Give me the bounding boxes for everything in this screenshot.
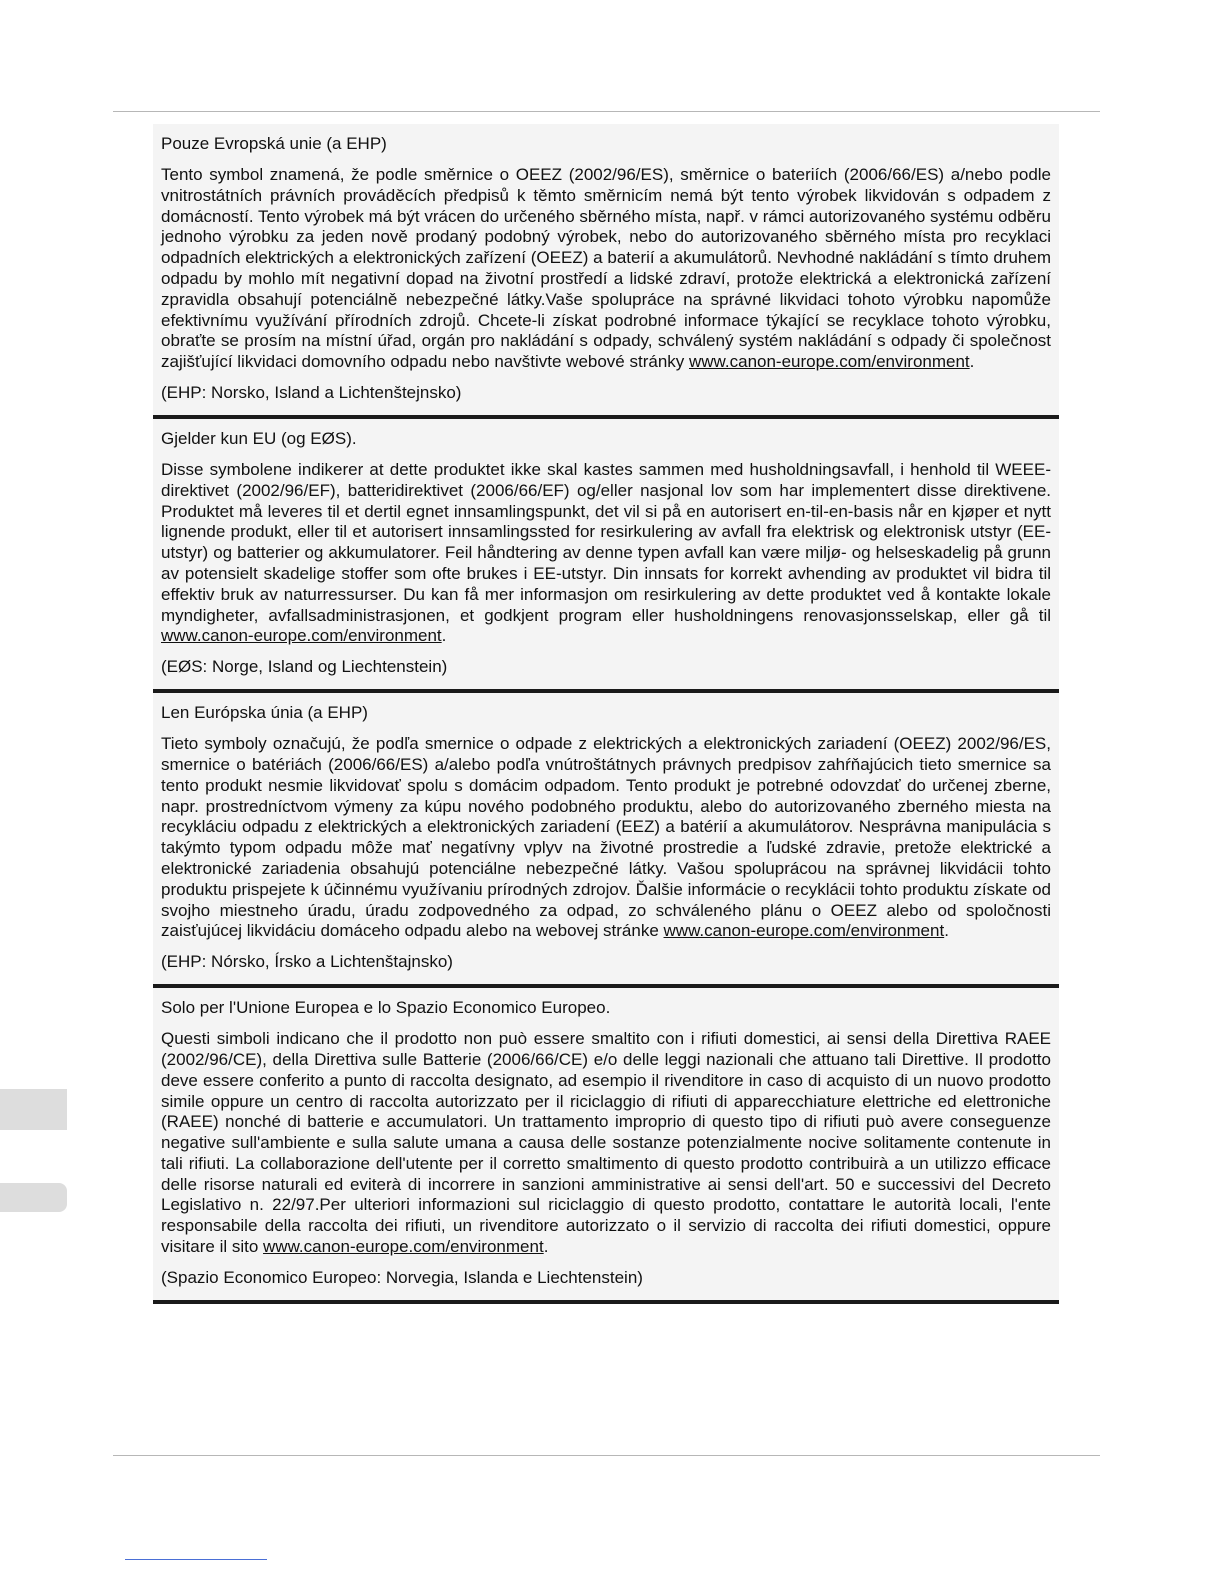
environment-link[interactable]: www.canon-europe.com/environment [263,1237,544,1257]
section-body [161,460,1051,647]
footer-rule [113,1455,1100,1456]
environment-link[interactable]: www.canon-europe.com/environment [161,626,442,646]
section-heading: Gjelder kun EU (og EØS). [161,428,357,448]
body-text: Tento symbol znamená, že podle směrnice o OEEZ (2002/96/ES), směrnice o bateriích (2006/66/ES) a/nebo podle vnitrostátních právních prováděcích předpisů k těmto směrnicím nemá být tento výrobek likvidován s odpadem z domácností. Tento výrobek má být vrácen do určeného sběrného místa, např. v rámci autorizovaného systému odběru jednoho výrobku za jeden nově prodaný podobný výrobek, nebo do autorizovaného sběrného místa pro recyklaci odpadních elektrických a elektronických zařízení (OEEZ) a baterií a akumulátorů. Nevhodné nakládání s tímto druhem odpadu by mohlo mít negativní dopad na životní prostředí a lidské zdraví, protože elektrická a elektronická zařízení zpravidla obsahují potenciálně nebezpečné látky.Vaše spolupráce na správné likvidaci tohoto výrobku napomůže efektivnímu využívání přírodních zdrojů. Chcete-li získat podrobné informace týkající se recyklace tohoto výrobku, obraťte se prosím na místní úřad, orgán pro nakládání s odpady, schválený systém nakládání s odpady či společnost zajišťující likvidaci domovního odpadu nebo navštivte webové stránky [161,165,1051,372]
section-czech [153,124,1059,419]
body-text: Questi simboli indicano che il prodotto non può essere smaltito con i rifiuti domestici, ai sensi della Direttiva RAEE (2002/96/CE), della Direttiva sulle Batterie (2006/66/CE) e/o delle leggi nazionali che attuano tali Direttive. Il prodotto deve essere conferito a punto di raccolta designato, ad esempio il rivenditore in caso di acquisto di un nuovo prodotto simile oppure un centro di raccolta autorizzato per il riciclaggio di rifiuti di apparecchiature elettriche ed elettroniche (RAEE) nonché di batterie e accumulatori. Un trattamento improprio di questo tipo di rifiuti può avere conseguenze negative sull'ambiente e sulla salute umana a causa delle sostanze potenzialmente nocive solitamente contenute in tali rifiuti. La collaborazione dell'utente per il corretto smaltimento di questo prodotto contribuirà a un utilizzo efficace delle risorse naturali ed eviterà di incorrere in sanzioni amministrative ai sensi dell'art. 50 e successivi del Decreto Legislativo n. 22/97.Per ulteriori informazioni sul riciclaggio di questo prodotto, contattare le autorità locali, l'ente responsabile della raccolta dei rifiuti, un rivenditore autorizzato o il servizio di raccolta dei rifiuti domestici, oppure visitare il sito [161,1029,1051,1257]
section-italian [153,988,1059,1304]
section-note: (Spazio Economico Europeo: Norvegia, Islanda e Liechtenstein) [161,1267,643,1287]
body-text: Disse symbolene indikerer at dette produktet ikke skal kastes sammen med husholdningsavfall, i henhold til WEEE-direktivet (2002/96/EF), batteridirektivet (2006/66/EF) og/eller nasjonal lov som har implementert disse direktivene. Produktet må leveres til et dertil egnet innsamlingspunkt, det vil si på en autorisert en-til-en-basis når en kjøper et nytt lignende produkt, eller til et autorisert innsamlingssted for resirkulering av avfall fra elektrisk og elektronisk utstyr (EE-utstyr) og batterier og akkumulatorer. Feil håndtering av denne typen avfall kan være miljø- og helseskadelig på grunn av potensielt skadelige stoffer som ofte brukes i EE-utstyr. Din innsats for korrekt avhending av produktet vil bidra til effektiv bruk av naturressurser. Du kan få mer informasjon om resirkulering av dette produktet ved å kontakte lokale myndigheter, avfallsadministrasjonen, et godkjent program eller husholdningens renovasjonsselskap, eller gå til [161,459,1051,625]
body-end: . [944,921,949,941]
body-end: . [543,1237,549,1257]
section-heading: Len Európska únia (a EHP) [161,703,368,723]
section-norwegian [153,419,1059,693]
section-body [161,165,1051,373]
body-end: . [969,352,975,372]
section-note: (EØS: Norge, Island og Liechtenstein) [161,657,448,677]
side-tab-marker-rounded [0,1183,67,1212]
environment-link[interactable]: www.canon-europe.com/environment [689,352,970,372]
environment-link[interactable]: www.canon-europe.com/environment [663,921,945,941]
section-body [161,1029,1051,1258]
section-body [161,734,1051,942]
document-content [153,124,1059,1304]
header-rule [113,111,1100,112]
section-heading: Pouze Evropská unie (a EHP) [161,134,387,153]
body-end: . [441,626,447,646]
section-heading: Solo per l'Unione Europea e lo Spazio Economico Europeo. [161,998,611,1018]
section-note: (EHP: Norsko, Island a Lichtenštejnsko) [161,382,462,402]
section-note: (EHP: Nórsko, Írsko a Lichtenštajnsko) [161,952,453,972]
body-text: Tieto symboly označujú, že podľa smernice o odpade z elektrických a elektronických zariadení (OEEZ) 2002/96/ES, smernice o batériách (2006/66/ES) a/alebo podľa vnútroštátnych právnych predpisov zahŕňajúcich tieto smernice sa tento produkt nesmie likvidovať spolu s domácim odpadom. Tento produkt je potrebné odovzdať do určenej zberne, napr. prostredníctvom výmeny za kúpu nového podobného produktu, alebo do autorizovaného zberného miesta na recykláciu odpadu z elektrických a elektronických zariadení (EEZ) a batérií a akumulátorov. Nesprávna manipulácia s takýmto typom odpadu môže mať negatívny vplyv na životné prostredie a ľudské zdravie, pretože elektrické a elektronické zariadenia obsahujú potenciálne nebezpečné látky. Vašou spoluprácou na správnej likvidácii tohto produktu prispejete k účinnému využívaniu prírodných zdrojov. Ďalšie informácie o recyklácii tohto produktu získate od svojho miestneho úradu, úradu zodpovedného za odpad, zo schváleného plánu o OEEZ alebo od spoločnosti zaisťujúcej likvidáciu domáceho odpadu alebo na webovej stránke [161,734,1051,941]
side-tab-marker [0,1089,67,1130]
section-slovak [153,693,1059,988]
footer-link-underline [125,1559,267,1560]
